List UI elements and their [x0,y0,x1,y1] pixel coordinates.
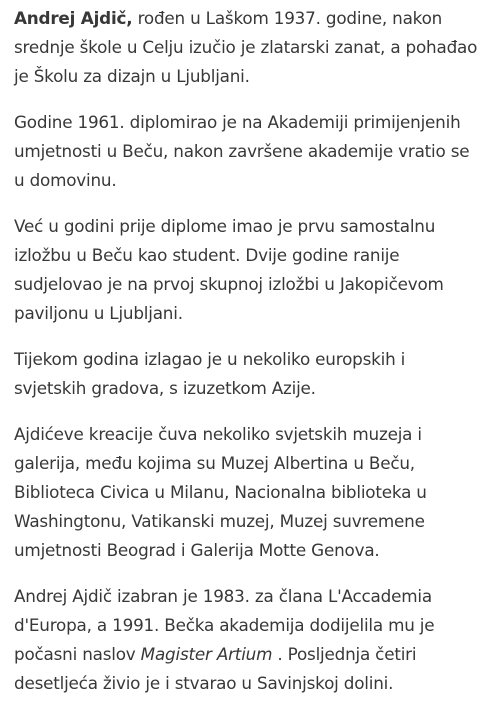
text-line: Ajdićeve kreacije čuva nekoliko svjetskih muzeja i [14,424,422,444]
text-line: Biblioteca Civica u Milanu, Nacionalna biblioteka u [14,482,427,502]
text-line: je Školu za dizajn u Ljubljani. [14,66,250,86]
text-line: Godine 1961. diplomirao je na Akademiji primijenjenih [14,112,461,132]
text-line: srednje škole u Celju izučio je zlatarski zanat, a pohađao [14,37,478,57]
text-line: sudjelovao je na prvoj skupnoj izložbi u Jakopičevom [14,274,444,294]
text-line: svjetskih gradova, s izuzetkom Azije. [14,378,316,398]
text-line [14,640,500,669]
text-line: paviljonu u Ljubljani. [14,303,183,323]
paragraph-world-exhibitions [14,345,500,403]
text-line: Već u godini prije diplome imao je prvu samostalnu [14,216,436,236]
text-line: umjetnosti u Beču, nakon završene akademije vratio se [14,141,470,161]
text-line: Tijekom godina izlagao je u nekoliko europskih i [14,349,406,369]
text-line: d'Europa, a 1991. Bečka akademija dodijelila mu je [14,615,435,635]
honorary-title: Magister Artium [140,644,273,664]
text-line: u domovinu. [14,170,117,190]
paragraph-honors [14,582,500,698]
text-fragment: rođen u Laškom 1937. godine, nakon [132,8,443,28]
artist-name: Andrej Ajdič, [14,8,133,28]
text-fragment: počasni naslov [14,644,141,664]
text-line: Washingtonu, Vatikanski muzej, Muzej suvremene [14,511,425,531]
paragraph-first-exhibition [14,212,500,328]
text-line: izložbu u Beču kao student. Dvije godine ranije [14,245,400,265]
text-line: desetljeća živio je i stvarao u Savinjskoj dolini. [14,673,394,693]
text-fragment: . Posljednja četiri [272,644,417,664]
text-line: galerija, među kojima su Muzej Albertina u Beču, [14,453,415,473]
text-line: umjetnosti Beograd i Galerija Motte Genova. [14,540,380,560]
paragraph-museum-collections [14,420,500,565]
article-body [14,4,500,715]
text-line: Andrej Ajdič izabran je 1983. za člana L'Accademia [14,586,432,606]
paragraph-biography-intro [14,4,500,91]
text-line [14,4,500,33]
paragraph-education [14,108,500,195]
